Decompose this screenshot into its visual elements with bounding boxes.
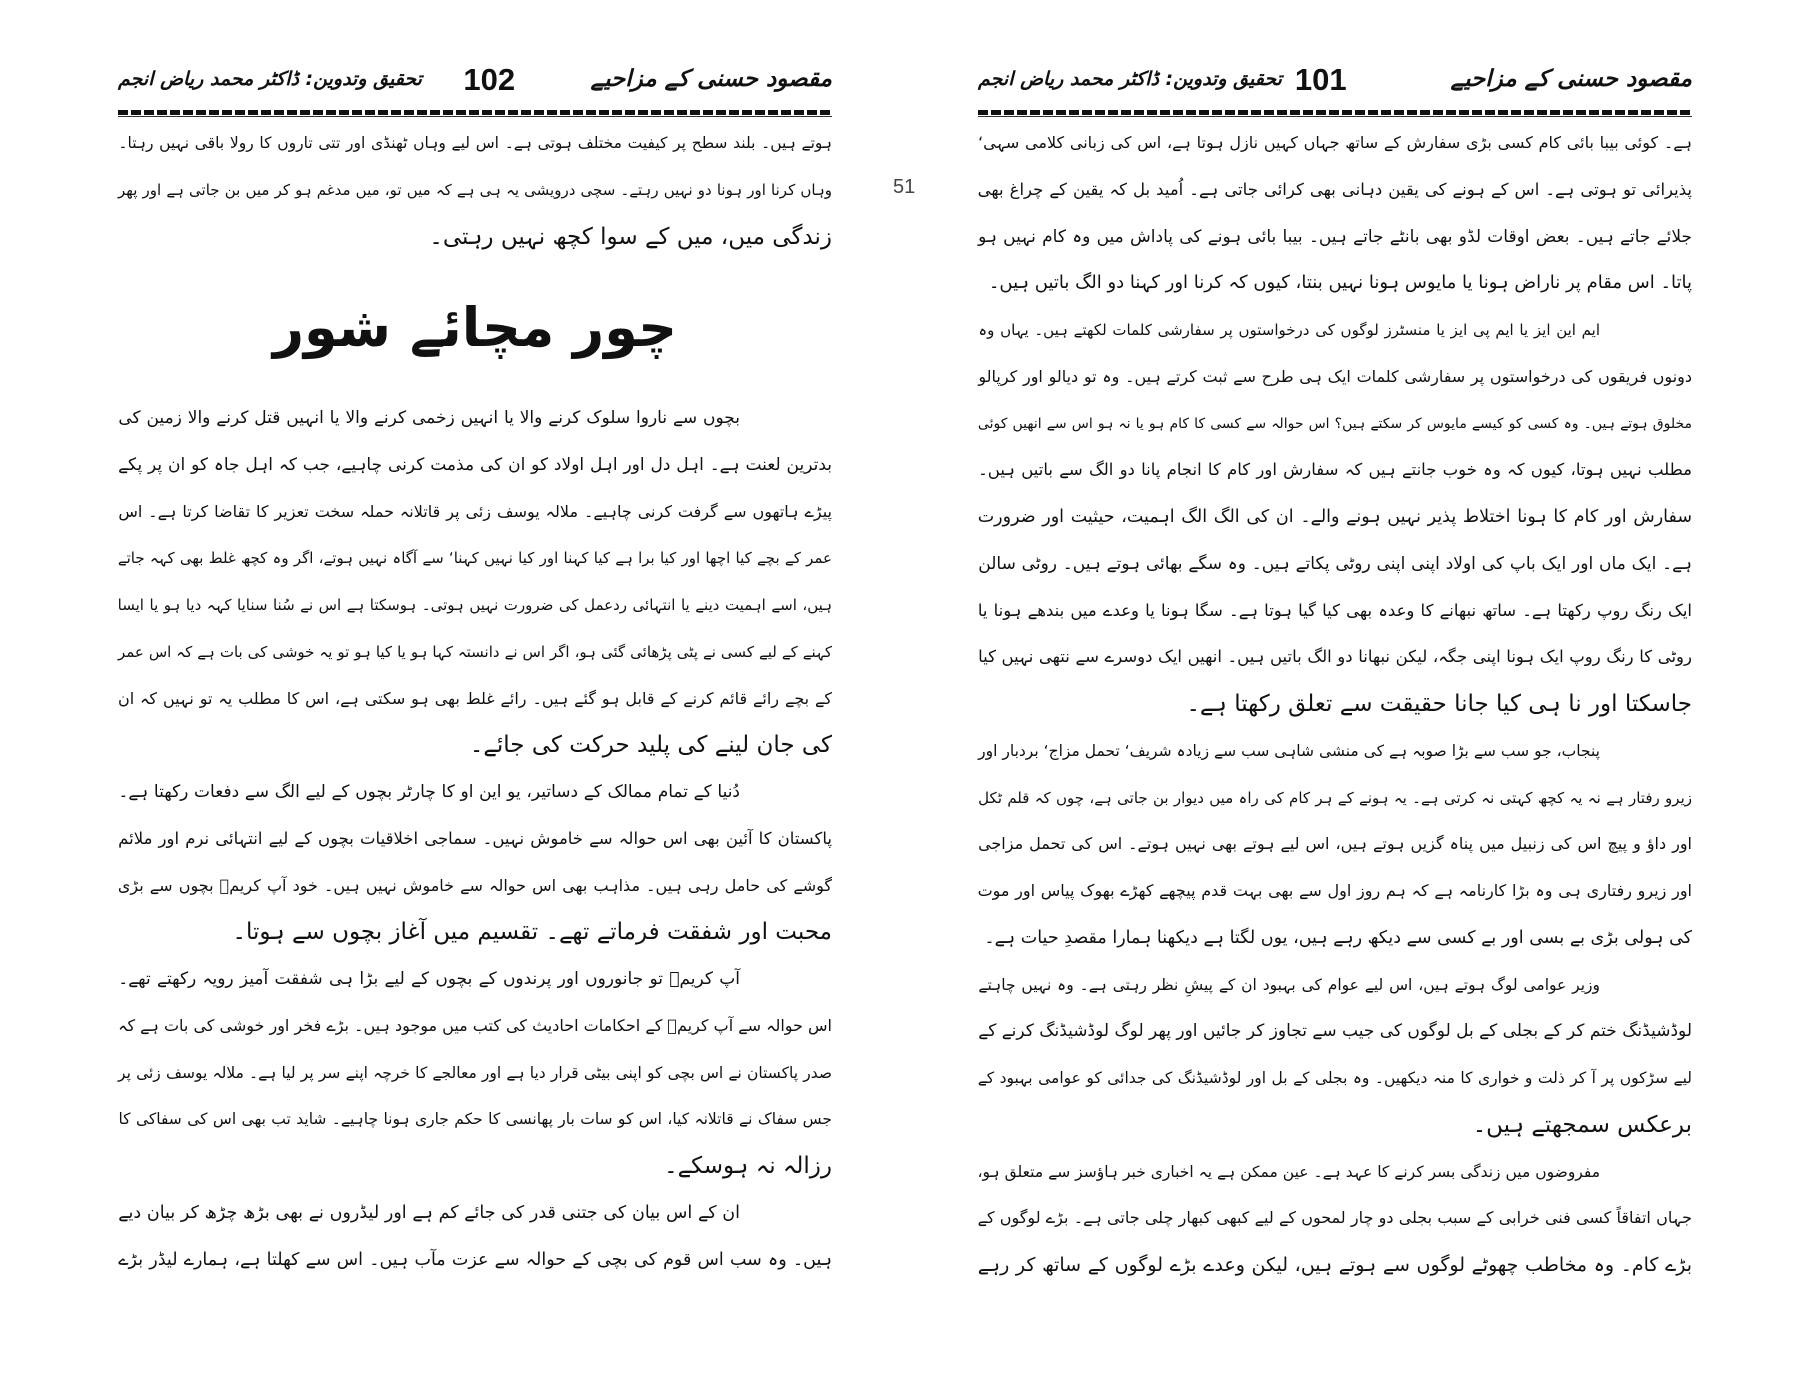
text-line: کہنے کے لیے کسی نے پٹی پڑھائی گئی ہو، اگر اس نے دانستہ کہا ہو یا کیا ہو تو یہ خوشی کی بات ہے کہ اس عمر	[117, 642, 832, 661]
text-line: پاتا۔ اس مقام پر ناراض ہونا یا مایوس ہونا نہیں بنتا، کیوں کہ کرنا اور کہنا دو الگ باتیں ہیں۔	[988, 272, 1692, 294]
paragraph-first-line: آپ کریمؐ تو جانوروں اور پرندوں کے بچوں کے لیے بڑا ہی شفقت آمیز رویہ رکھتے تھے۔	[118, 969, 740, 989]
text-line: جلائے جاتے ہیں۔ بعض اوقات لڈو بھی بانٹے جاتے ہیں۔ بیبا بائی ہونے کی پاداش میں وہ کام نہیں ہو	[978, 226, 1692, 247]
paragraph-first-line: وزیر عوامی لوگ ہوتے ہیں، اس لیے عوام کی بہبود ان کے پیشِ نظر رہتی ہے۔ وہ نہیں چاہتے	[978, 975, 1600, 994]
page-number: 101	[1294, 62, 1347, 97]
running-editor-credit: تحقیق وتدوین: ڈاکٹر محمد ریاض انجم	[118, 68, 422, 90]
running-book-title: مقصود حسنی کے مزاحیے	[1450, 66, 1692, 92]
text-line: روٹی کا رنگ روپ ایک ہونا اپنی جگہ، لیکن نبھانا دو الگ باتیں ہیں۔ انھیں ایک دوسرے سے نتھی نہیں کیا	[978, 647, 1692, 667]
text-line: جس سفاک نے قاتلانہ کیا، اس کو سات بار پھانسی کا حکم جاری ہونا چاہیے۔ شاید تب بھی اس کی سفاکی کا	[118, 1110, 832, 1129]
paragraph-first-line: بچوں سے ناروا سلوک کرنے والا یا انہیں زخمی کرنے والا یا انہیں قتل کرنے والا زمین کی	[118, 408, 740, 428]
paragraph-first-line: مفروضوں میں زندگی بسر کرنے کا عہد ہے۔ عین ممکن ہے یہ اخباری خبر ہاؤسز سے متعلق ہو،	[977, 1162, 1600, 1181]
text-line: مخلوق ہوتے ہیں۔ وہ کسی کو کیسے مایوس کر سکتے ہیں؟ اس حوالہ سے کسی کا کام ہو یا نہ ہو اس سے انھیں کوئی	[977, 415, 1692, 432]
header-rule	[978, 116, 1692, 117]
text-line: جاسکتا اور نا ہی کیا جانا حقیقت سے تعلق رکھتا ہے۔	[1186, 691, 1692, 717]
text-line: جہاں اتفاقاً کسی فنی خرابی کے سبب بجلی دو چار لمحوں کے لیے کبھی کبھار چلی جاتی ہے۔ بڑے لوگوں کے	[977, 1208, 1692, 1228]
text-line: لوڈشیڈنگ ختم کر کے بجلی کے بل لوگوں کی جیب سے تجاوز کر جائیں اور پھر لوگ لوڈشیڈنگ کرنے کے	[978, 1021, 1692, 1042]
page-number: 102	[463, 62, 516, 97]
paragraph-first-line: دُنیا کے تمام ممالک کے دساتیر، یو این او کا چارٹر بچوں کے لیے الگ سے دفعات رکھتا ہے۔	[118, 782, 740, 802]
running-book-title: مقصود حسنی کے مزاحیے	[590, 66, 832, 92]
text-line: اس حوالہ سے آپ کریمؐ کے احکامات احادیث کی کتب میں موجود ہیں۔ بڑے فخر اور خوشی کی بات ہے کہ	[118, 1015, 832, 1035]
text-line: ہوتے ہیں۔ بلند سطح پر کیفیت مختلف ہوتی ہے۔ اس لیے وہاں ٹھنڈی اور تتی تاروں کا رولا باقی نہیں رہتا۔	[118, 134, 832, 152]
text-line: زندگی میں، میں کے سوا کچھ نہیں رہتی۔	[429, 223, 832, 250]
margin-number: 51	[893, 176, 916, 198]
left-page	[118, 0, 832, 1391]
text-line: لیے سڑکوں پر آ کر ذلت و خواری کا منہ دیکھیں۔ وہ بجلی کے بل اور لوڈشیڈنگ کی جدائی کو عوامی بہبود کے	[977, 1069, 1692, 1087]
header-dashed-rule	[978, 110, 1692, 115]
text-line: کی جان لینے کی پلید حرکت کی جائے۔	[469, 732, 832, 759]
text-line: ہیں، اسے اہمیت دینے یا انتہائی ردعمل کی ضرورت نہیں ہوتی۔ ہوسکتا ہے اس نے سُنا سنایا کہہ دیا ہو یا ایسا	[117, 596, 832, 614]
text-line: اور داؤ و پیچ اس کی زنبیل میں پناہ گزیں ہوتے ہیں، اس لیے ہوتے بھی نہیں ہوتے۔ اس کی تحمل مزاجی	[978, 834, 1692, 854]
text-line: عمر کے بچے کیا اچھا اور کیا برا ہے کیا کہنا اور کیا نہیں کہنا‘ سے آگاہ نہیں ہوتے، اگر وہ کچھ غلط بھی کہہ جاتے	[117, 549, 832, 568]
text-line: زیرو رفتار ہے نہ یہ کچھ کہتی نہ کرتی ہے۔ یہ ہونے کے ہر کام کی راہ میں دیوار بن جاتی ہے، چوں کہ قلم ٹکل	[978, 788, 1692, 807]
text-line: بڑے کام۔ وہ مخاطب چھوٹے لوگوں سے ہوتے ہیں، لیکن وعدے بڑے لوگوں کے ساتھ کر رہے	[977, 1254, 1692, 1276]
running-editor-credit: تحقیق وتدوین: ڈاکٹر محمد ریاض انجم	[978, 68, 1282, 90]
text-line: ہے۔ ایک ماں اور ایک باپ کی اولاد اپنی اپنی روٹی پکاتے ہیں۔ وہ سگے بھائی ہوتے ہیں۔ روٹی سالن	[978, 553, 1692, 574]
text-line: بدترین لعنت ہے۔ اہل دل اور اہل اولاد کو ان کی مذمت کرنی چاہیے، جب کہ اہل جاہ کو ان پر پکے	[118, 454, 832, 475]
chapter-body	[118, 395, 832, 1283]
right-page	[978, 0, 1692, 1391]
text-line: سفارش اور کام کا ہونا اختلاط پذیر نہیں ہونے والے۔ ان کی الگ الگ اہمیت، حیثیت اور ضرورت	[977, 507, 1692, 527]
text-line: ہیں۔ وہ سب اس قوم کی بچی کے حوالہ سے عزت مآب ہیں۔ اس سے کھلتا ہے، ہمارے لیڈر بڑے	[118, 1249, 832, 1270]
header-dashed-rule	[118, 110, 832, 115]
text-line: پیڑے ہاتھوں سے گرفت کرنی چاہیے۔ ملالہ یوسف زئی پر قاتلانہ حملہ سخت تعزیر کا تقاضا کرتا ہے۔ اس	[118, 501, 832, 521]
header-rule	[118, 116, 832, 117]
text-line: برعکس سمجھتے ہیں۔	[1472, 1111, 1692, 1138]
text-line: رزالہ نہ ہوسکے۔	[664, 1153, 832, 1179]
text-line: پاکستان کا آئین بھی اس حوالہ سے خاموش نہیں۔ سماجی اخلاقیات بچوں کے لیے انتہائی نرم اور ملائم	[118, 828, 832, 848]
text-line: پذیرائی تو ہوتی ہے۔ اس کے ہونے کی یقین دہانی بھی کرائی جاتی ہے۔ اُمید بل کہ یقین کے چراغ بھی	[977, 179, 1692, 199]
text-line: کی ہولی بڑی بے بسی اور بے کسی سے دیکھ رہے ہیں، یوں لگتا ہے دیکھنا ہمارا مقصدِ حیات ہے۔	[984, 927, 1692, 948]
text-line: ہے۔ کوئی بیبا بائی کام کسی بڑی سفارش کے ساتھ جہاں کہیں نازل ہوتا ہے، اس کی زبانی کلامی سہی‘	[978, 133, 1692, 152]
paragraph-first-line: ایم این ایز یا ایم پی ایز یا منسٹرز لوگوں کی درخواستوں پر سفارشی کلمات لکھتے ہیں۔ یہاں وہ	[978, 321, 1600, 339]
page-header	[978, 62, 1692, 106]
text-line: محبت اور شفقت فرماتے تھے۔ تقسیم میں آغاز بچوں سے ہوتا۔	[232, 919, 832, 946]
paragraph-first-line: پنجاب، جو سب سے بڑا صوبہ ہے کی منشی شاہی سب سے زیادہ شریف‘ تحمل مزاج‘ بردبار اور	[978, 741, 1600, 760]
text-line: صدر پاکستان نے اس بچی کو اپنی بیٹی قرار دیا ہے اور معالجے کا خرچہ اپنے سر پر لیا ہے۔ ملالہ یوسف زئی پر	[118, 1063, 832, 1082]
paragraph-first-line: ان کے اس بیان کی جتنی قدر کی جائے کم ہے اور لیڈروں نے بھی بڑھ چڑھ کر بیان دیے	[118, 1202, 740, 1223]
page-header	[118, 62, 832, 106]
chapter-title: چور مچائے شور	[272, 296, 678, 359]
page-body	[978, 120, 1692, 1289]
text-line: ایک رنگ روپ رکھتا ہے۔ ساتھ نبھانے کا وعدہ بھی کیا گیا ہوتا ہے۔ سگا ہونا یا وعدے میں بندھے ہونا یا	[977, 600, 1692, 620]
text-line: اور زیرو رفتاری ہی وہ بڑا کارنامہ ہے کہ ہم روز اول سے بھی بہت قدم پیچھے کھڑے بھوک پیاس اور موت	[977, 881, 1692, 900]
text-line: دونوں فریقوں کی درخواستوں پر سفارشی کلمات ایک ہی طرح سے ثبت کرتے ہیں۔ وہ تو دیالو اور کرپالو	[978, 366, 1692, 386]
text-line: وہاں کرنا اور ہونا دو نہیں رہتے۔ سچی درویشی یہ ہی ہے کہ میں تو، میں مدغم ہو کر میں بن جاتی ہے اور پھر	[118, 180, 832, 199]
chapter-heading-block	[118, 260, 832, 395]
text-line: گوشے کی حامل رہی ہیں۔ مذاہب بھی اس حوالہ سے خاموش نہیں ہیں۔ خود آپ کریمؐ بچوں سے بڑی	[117, 875, 832, 895]
text-line: کے بچے رائے قائم کرنے کے قابل ہو گئے ہیں۔ رائے غلط بھی ہو سکتی ہے، اس کا مطلب یہ تو نہیں کہ ان	[117, 688, 832, 708]
text-line: مطلب نہیں ہوتا، کیوں کہ وہ خوب جانتے ہیں کہ سفارش اور کام کا انجام پانا دو الگ سے باتیں ہیں۔	[978, 460, 1692, 480]
continued-text	[118, 120, 832, 260]
